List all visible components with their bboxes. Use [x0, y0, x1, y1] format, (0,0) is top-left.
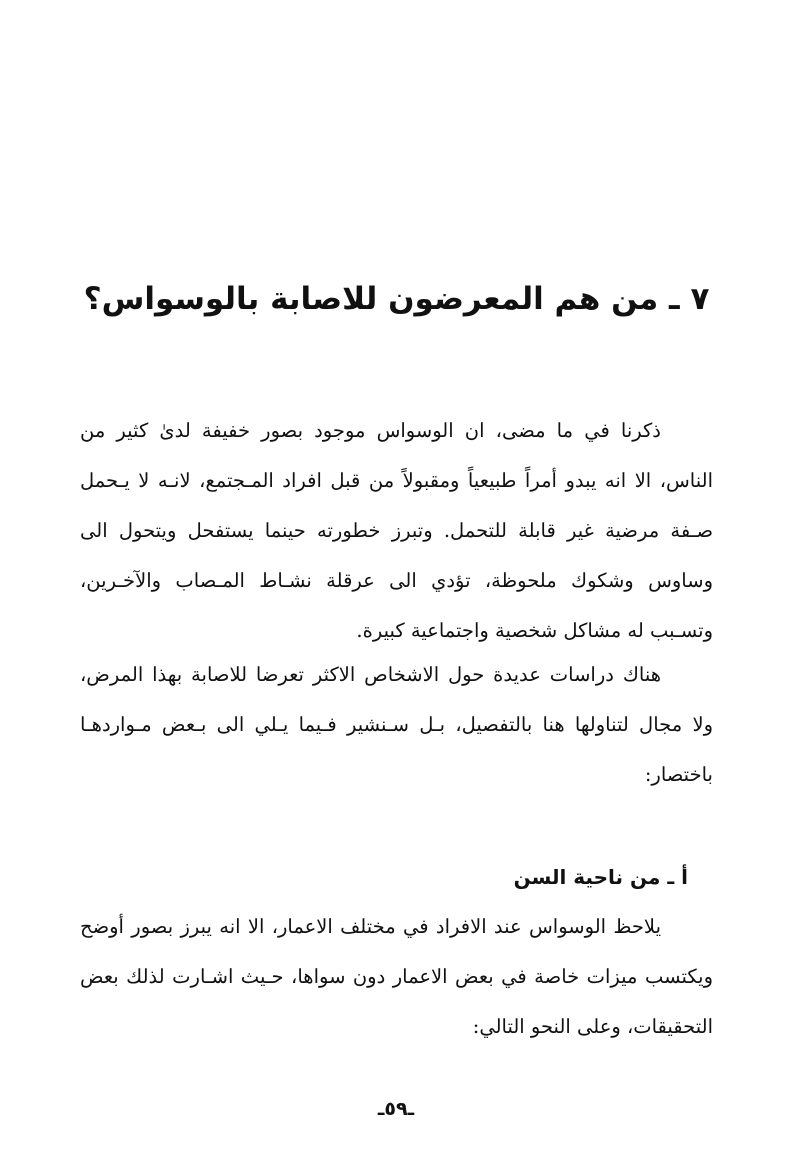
page-number: ـ٥٩ـ: [377, 1098, 415, 1120]
intro-paragraph-2-text: هناك دراسات عديدة حول الاشخاص الاكثر تعرضا للاصابة بهذا المرض، ولا مجال لتناولها هنا بالتفصيل، بـل سـنشير فـيما يـلي الى بـعض مـواردهـا باختصار:: [80, 663, 713, 786]
intro-paragraph-1-text: ذكرنا في ما مضى، ان الوسواس موجود بصور خفيفة لدىٰ كثير من الناس، الا انه يبدو أمراً طبيعياً ومقبولاً من قبل افراد المـجتمع، لانـه لا يـحمل صـفة مرضية غير قابلة للتحمل. وتبرز خطورته حينما يستفحل ويتحول الى وساوس وشكوك ملحوظة، تؤدي الى عرقلة نشـاط المـصاب والآخـرين، وتسـبب له مشاكل شخصية واجتماعية كبيرة.: [80, 419, 713, 642]
section-age-paragraph: [80, 902, 713, 1052]
intro-paragraph-2: [80, 650, 713, 800]
chapter-title: ٧ ـ من هم المعرضون للاصابة بالوسواس؟: [83, 280, 710, 317]
intro-paragraph-1: [80, 406, 713, 656]
section-age-paragraph-text: يلاحظ الوسواس عند الافراد في مختلف الاعمار، الا انه يبرز بصور أوضح ويكتسب ميزات خاصة في بعض الاعمار دون سواها، حـيث اشـارت لذلك بعض التحقيقات، وعلى النحو التالي:: [80, 915, 713, 1038]
section-heading-age: أ ـ من ناحية السن: [513, 864, 688, 889]
